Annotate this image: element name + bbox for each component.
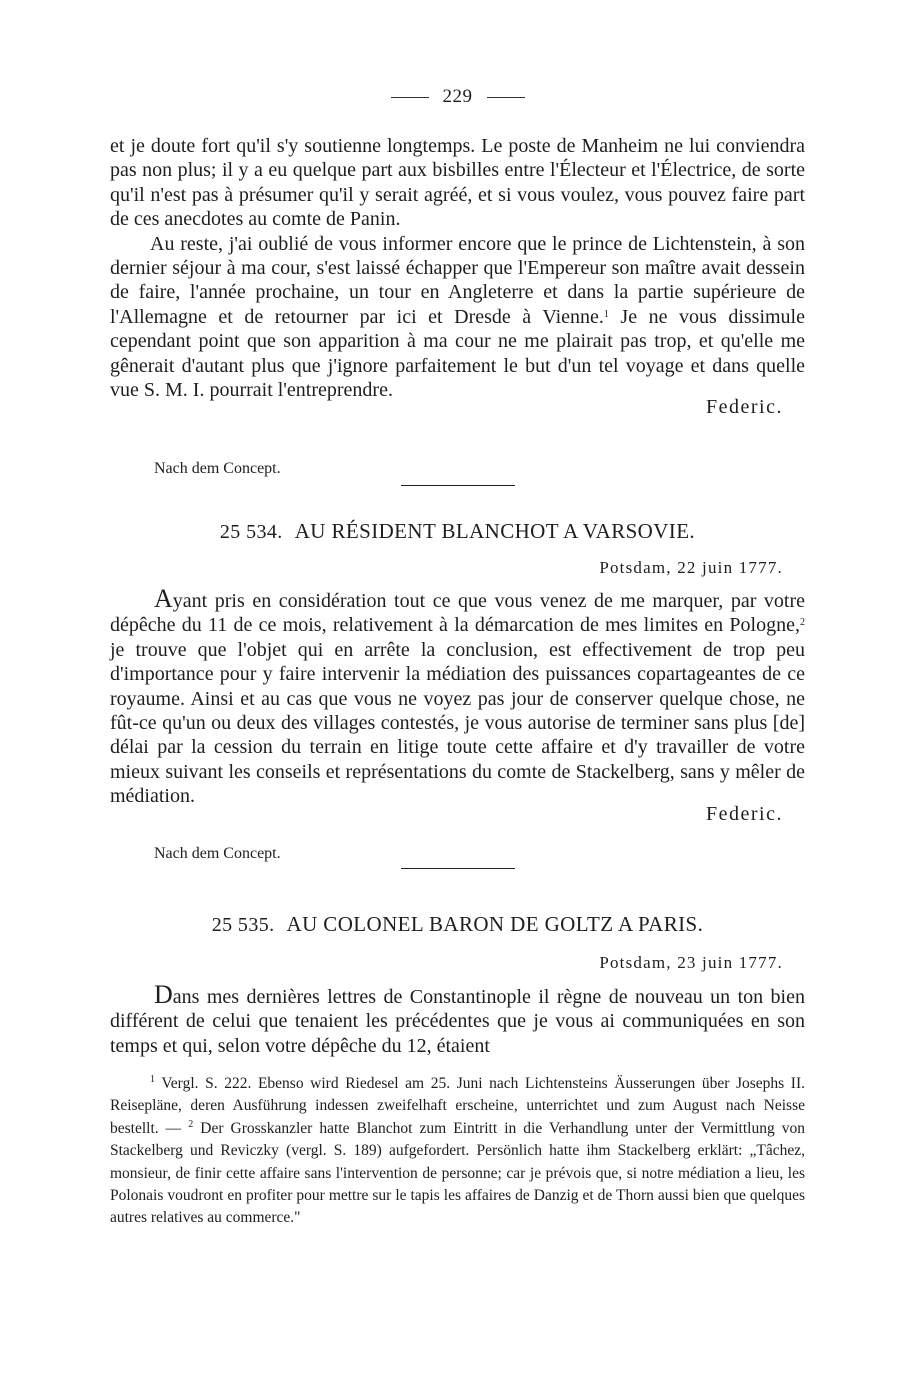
letter-25534-title: AU RÉSIDENT BLANCHOT A VARSOVIE. (294, 519, 696, 543)
footnote-text-2: Der Grosskanzler hatte Blanchot zum Eintritt in die Verhandlung unter der Vermittlung von Stackelberg und Reviczky (vergl. S. 189) aufgefordert. Persönlich hatte ihm Stackelberg erklärt: „Tâchez, monsieur, de finir cette affaire sans l'intervention de personne; car je prévois que, si notre médiation a lieu, les Polonais voudront en profiter pour mettre sur le tapis les affaires de Danzig et de Thorn aussi bien que quelques autres relatives au commerce." (110, 1119, 805, 1227)
letter-25534-number: 25 534. (219, 521, 283, 543)
footnote-marker-2: 2 (188, 1118, 194, 1130)
letter-25534-body (110, 584, 805, 826)
letter-25534-date: Potsdam, 22 juin 1777. (599, 558, 783, 577)
second-paragraph (110, 232, 805, 403)
letter-25535-body (110, 980, 805, 1058)
signature-2: Federic. (706, 802, 783, 825)
letter-25535-dropcap: D (154, 980, 173, 1009)
second-paragraph-text-b: Je ne vous dissimule cependant point que son apparition à ma cour ne me plairait pas trop, et qu'elle me gênerait d'autant plus que j'ignore parfaitement le but d'un tel voyage et dans quelle vue S. M. I. pourrait l'entreprendre. (110, 305, 805, 402)
footnote-ref-2: 2 (800, 617, 805, 629)
letter-25535-date: Potsdam, 23 juin 1777. (599, 953, 783, 972)
source-note-1: Nach dem Concept. (154, 460, 281, 477)
letter-25534-dropcap: A (154, 584, 173, 613)
footnote-ref-1: 1 (603, 308, 609, 320)
header-dash-right (487, 97, 525, 98)
previous-letter-continuation (110, 134, 805, 419)
section-rule-1 (401, 485, 515, 486)
letter-25534-paragraph (110, 584, 805, 809)
letter-25535-number: 25 535. (211, 914, 275, 936)
letter-25535-paragraph (110, 980, 805, 1058)
header-dash-left (391, 97, 429, 98)
letter-25534-text-b: je trouve que l'objet qui en arrête la conclusion, est effectivement de trop peu d'importance pour y faire intervenir la médiation des puissances copartageantes de ce royaume. Ainsi et au cas que vous ne voyez pas jour de conserver quelque chose, ne fût-ce qu'un ou deux des villages contestés, je vous autorise de terminer sans plus [de] délai par la cession du terrain en litige toute cette affaire et d'y travailler de votre mieux suivant les conseils et représentations du comte de Stackelberg, sans y mêler de médiation. (110, 638, 805, 808)
page-number: 229 (442, 86, 473, 107)
letter-25535-heading (110, 912, 805, 937)
letter-25534-heading (110, 519, 805, 544)
source-note-2: Nach dem Concept. (154, 845, 281, 862)
letter-25535-title: AU COLONEL BARON DE GOLTZ A PARIS. (286, 912, 704, 936)
footnote-marker-1: 1 (150, 1074, 155, 1085)
footnote-text-1: Vergl. S. 222. Ebenso wird Riedesel am 25. Juni nach Lichtensteins Äusserungen über Josephs II. Reisepläne, deren Ausführung indessen zweifelhaft erscheine, unterrichtet und zum August nach Neisse bestellt. — (110, 1075, 805, 1137)
intro-paragraph: et je doute fort qu'il s'y soutienne longtemps. Le poste de Manheim ne lui conviendra pas non plus; il y a eu quelque part aux bisbilles entre l'Électeur et l'Électrice, de sorte qu'il n'est pas à présumer qu'il y serait agréé, et si vous voulez, vous pouvez faire part de ces anecdotes au comte de Panin. (110, 135, 805, 231)
section-rule-2 (401, 868, 515, 869)
letter-25535-text: ans mes dernières lettres de Constantinople il règne de nouveau un ton bien différent de celui que tenaient les précédentes que je vous ai communiquées en son temps et qui, selon votre dépêche du 12, étaient (110, 986, 805, 1057)
footnotes (110, 1073, 805, 1230)
footnote-paragraph (110, 1073, 805, 1230)
letter-25534-text-a: yant pris en considération tout ce que vous venez de me marquer, par votre dépêche du 11 de ce mois, relativement à la démarcation de mes limites en Pologne, (110, 590, 805, 637)
page-number-header (110, 86, 805, 108)
signature-1: Federic. (706, 396, 783, 419)
second-paragraph-text-a: Au reste, j'ai oublié de vous informer encore que le prince de Lichtenstein, à son dernier séjour à ma cour, s'est laissé échapper que l'Empereur son maître avait dessein de faire, l'année prochaine, un tour en Angleterre et dans la partie supérieure de l'Allemagne et de retourner par ici et Dresde à Vienne. (110, 232, 805, 328)
book-page (110, 0, 805, 1389)
